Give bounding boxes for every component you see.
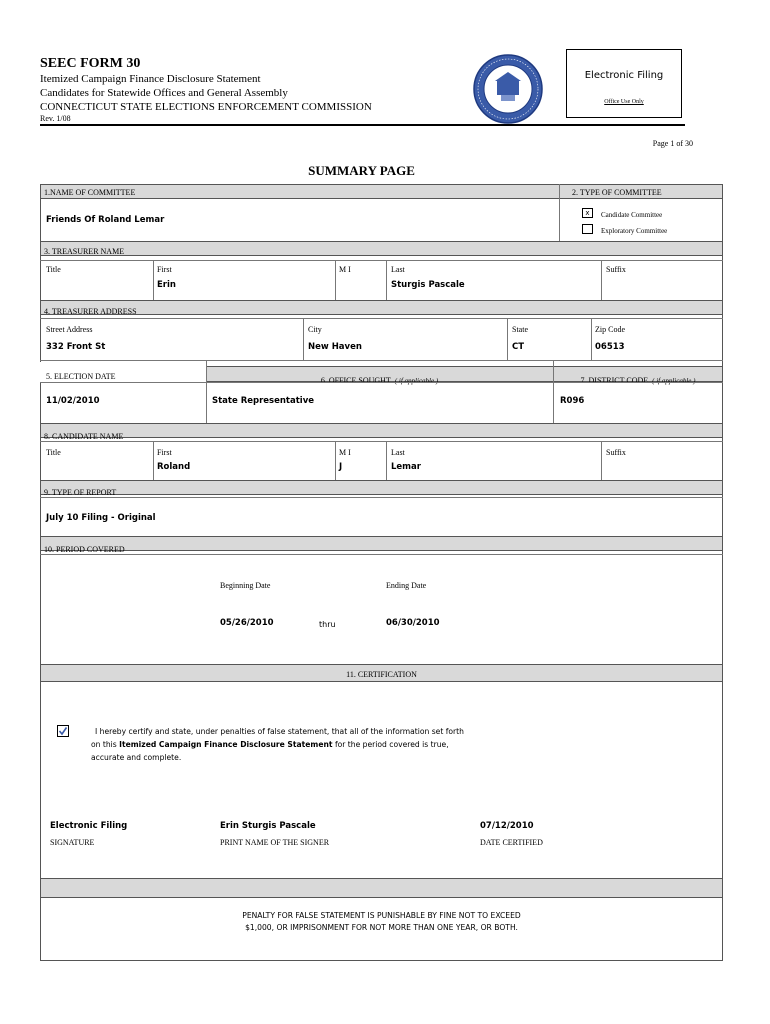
treasurer-first-label: First — [157, 265, 172, 274]
divider — [153, 441, 154, 480]
candidate-committee-label: Candidate Committee — [601, 211, 663, 219]
district-code-note: ( if applicable ) — [652, 377, 696, 385]
candidate-header-bar — [40, 423, 723, 438]
report-type-value: July 10 Filing - Original — [46, 513, 156, 523]
divider — [40, 382, 723, 383]
office-sought-label: 6. OFFICE SOUGHT — [320, 376, 391, 385]
header-rule — [40, 124, 685, 126]
district-code-label: 7. DISTRICT CODE — [580, 376, 649, 385]
candidate-first-value: Roland — [157, 462, 191, 472]
candidate-suffix-label: Suffix — [606, 448, 626, 457]
address-section-label: 4. TREASURER ADDRESS — [44, 307, 137, 316]
form-subtitle-1: Itemized Campaign Finance Disclosure Statement — [40, 73, 261, 85]
report-header-bar — [40, 480, 723, 495]
election-date-value: 11/02/2010 — [46, 396, 100, 406]
street-label: Street Address — [46, 325, 93, 334]
thru-text: thru — [319, 620, 336, 629]
divider — [40, 441, 723, 442]
divider — [601, 260, 602, 300]
summary-title: SUMMARY PAGE — [308, 163, 415, 178]
certification-line-1: I hereby certify and state, under penalties of false statement, that all of the information set forth — [95, 727, 464, 736]
city-label: City — [308, 325, 322, 334]
state-value: CT — [512, 342, 525, 352]
report-section-label: 9. TYPE OF REPORT — [44, 488, 117, 497]
signature-label: SIGNATURE — [50, 838, 95, 847]
divider — [335, 260, 336, 300]
divider — [559, 184, 560, 241]
signature-value: Electronic Filing — [50, 821, 128, 831]
beginning-date-label: Beginning Date — [220, 581, 271, 590]
district-code-header — [553, 370, 723, 388]
treasurer-suffix-label: Suffix — [606, 265, 626, 274]
divider — [386, 441, 387, 480]
zip-value: 06513 — [595, 342, 625, 352]
divider — [601, 441, 602, 480]
divider — [591, 318, 592, 360]
candidate-title-label: Title — [46, 448, 61, 457]
certification-line-2 — [91, 740, 449, 749]
street-value: 332 Front St — [46, 342, 106, 352]
committee-name-label: 1.NAME OF COMMITTEE — [44, 188, 136, 197]
office-sought-note: ( if applicable ) — [394, 377, 439, 385]
ending-date-value: 06/30/2010 — [386, 618, 440, 628]
divider — [303, 318, 304, 360]
exploratory-committee-label: Exploratory Committee — [601, 227, 668, 235]
treasurer-last-value: Sturgis Pascale — [391, 280, 465, 290]
certification-line-2-pre: on this — [91, 740, 120, 749]
office-sought-header — [206, 370, 553, 388]
committee-name-value: Friends Of Roland Lemar — [46, 215, 165, 225]
form-title: SEEC FORM 30 — [40, 56, 141, 71]
beginning-date-value: 05/26/2010 — [220, 618, 274, 628]
office-sought-value: State Representative — [212, 396, 315, 406]
committee-type-label: 2. TYPE OF COMMITTEE — [572, 188, 662, 197]
divider — [335, 441, 336, 480]
divider — [40, 497, 723, 498]
period-section-label: 10. PERIOD COVERED — [44, 545, 125, 554]
certification-line-3: accurate and complete. — [91, 753, 182, 762]
election-date-label: 5. ELECTION DATE — [46, 372, 116, 381]
district-code-value: R096 — [560, 396, 585, 406]
address-header-bar — [40, 300, 723, 315]
treasurer-last-label: Last — [391, 265, 405, 274]
period-header-bar — [40, 536, 723, 551]
checkmark-icon — [58, 726, 68, 736]
date-certified-label: DATE CERTIFIED — [480, 838, 543, 847]
candidate-committee-checkbox[interactable]: x — [582, 208, 593, 218]
date-certified-value: 07/12/2010 — [480, 821, 534, 831]
divider — [153, 260, 154, 300]
treasurer-mi-label: M I — [339, 265, 351, 274]
divider — [40, 318, 723, 319]
divider — [40, 360, 723, 361]
candidate-last-label: Last — [391, 448, 405, 457]
penalty-header-bar — [40, 878, 723, 898]
ending-date-label: Ending Date — [386, 581, 427, 590]
signer-name-label: PRINT NAME OF THE SIGNER — [220, 838, 330, 847]
treasurer-title-label: Title — [46, 265, 61, 274]
divider — [40, 554, 723, 555]
zip-label: Zip Code — [595, 325, 625, 334]
revision: Rev. 1/08 — [40, 114, 71, 123]
candidate-last-value: Lemar — [391, 462, 421, 472]
penalty-line-1: PENALTY FOR FALSE STATEMENT IS PUNISHABLE BY FINE NOT TO EXCEED — [242, 911, 521, 920]
certify-checkbox[interactable] — [57, 725, 69, 737]
treasurer-section-label: 3. TREASURER NAME — [44, 247, 125, 256]
commission-name: CONNECTICUT STATE ELECTIONS ENFORCEMENT COMMISSION — [40, 101, 372, 113]
treasurer-header-bar — [40, 241, 723, 256]
divider — [40, 260, 723, 261]
city-value: New Haven — [308, 342, 362, 352]
divider — [386, 260, 387, 300]
filing-box-title: Electronic Filing — [584, 70, 664, 81]
candidate-section-label: 8. CANDIDATE NAME — [44, 432, 124, 441]
candidate-first-label: First — [157, 448, 172, 457]
penalty-line-2: $1,000, OR IMPRISONMENT FOR NOT MORE THAN ONE YEAR, OR BOTH. — [245, 923, 518, 932]
filing-box-sub: Office Use Only — [604, 99, 644, 105]
treasurer-first-value: Erin — [157, 280, 176, 290]
office-use-box — [566, 49, 682, 118]
signer-name-value: Erin Sturgis Pascale — [220, 821, 316, 831]
exploratory-committee-checkbox[interactable] — [582, 224, 593, 234]
state-label: State — [512, 325, 528, 334]
certification-section-label: 11. CERTIFICATION — [346, 670, 417, 679]
form-subtitle-2: Candidates for Statewide Offices and General Assembly — [40, 87, 288, 99]
divider — [507, 318, 508, 360]
candidate-mi-label: M I — [339, 448, 351, 457]
certification-line-2-post: for the period covered is true, — [332, 740, 449, 749]
candidate-mi-value: J — [339, 462, 343, 472]
page-number: Page 1 of 30 — [652, 139, 693, 148]
state-seal-icon — [472, 53, 544, 125]
certification-line-2-bold: Itemized Campaign Finance Disclosure Statement — [119, 740, 333, 749]
